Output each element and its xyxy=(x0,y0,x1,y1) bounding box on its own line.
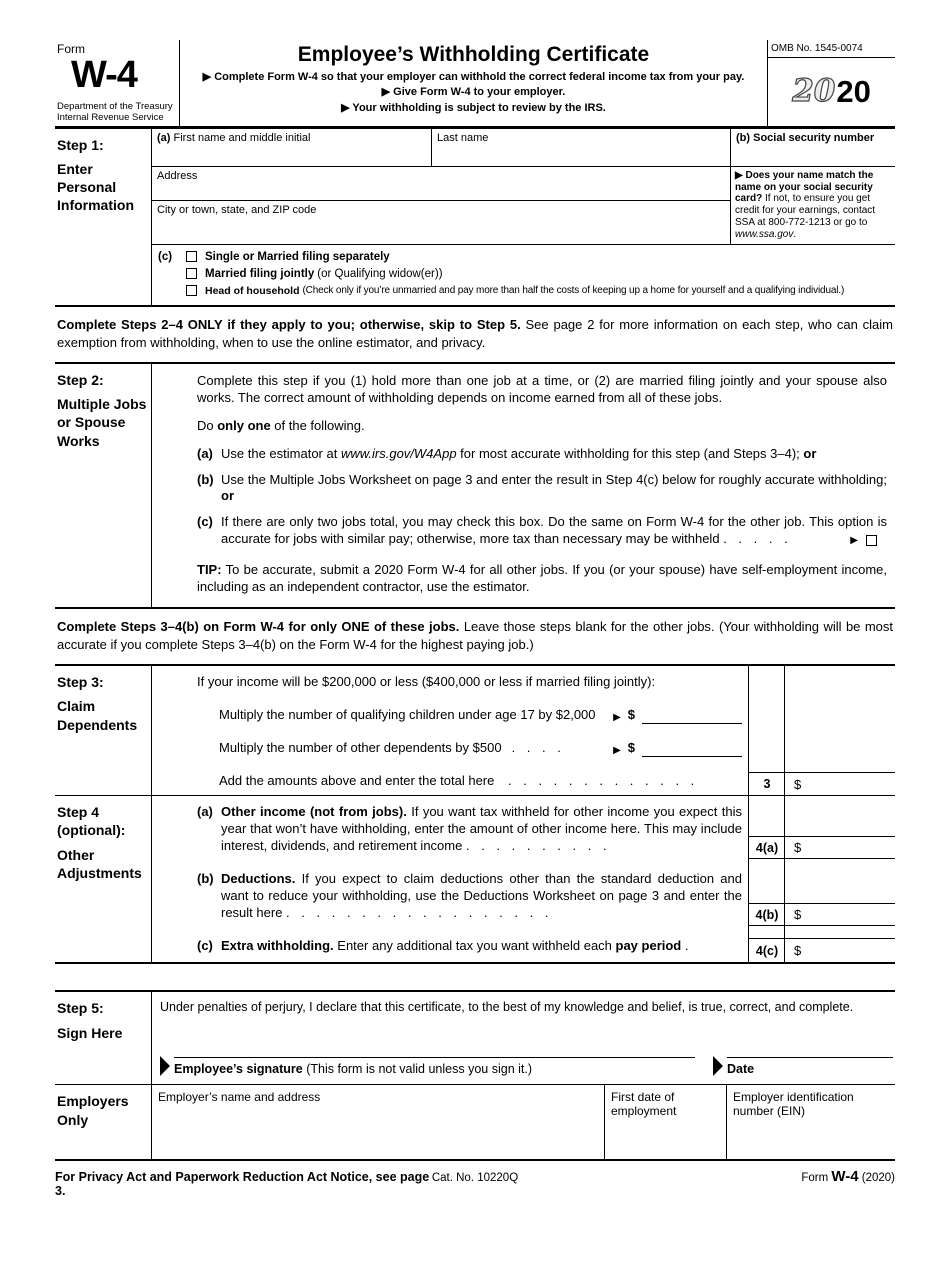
step2-option-c: (c) If there are only two jobs total, you may check this box. Do the same on Form W-4 for the other job. This option is accurate for jobs with similar pay; otherwise, more tax than necessary may be withheld . . . . . ▶ xyxy=(197,514,887,547)
row-4c-dollar-field[interactable]: $ xyxy=(794,943,802,959)
step2-tip: TIP: To be accurate, submit a 2020 Form W-4 for all other jobs. If you (or your spouse) have self-employment income, including as an independent contractor, use the estimator. xyxy=(197,562,887,594)
step3-label xyxy=(55,666,152,795)
address-field[interactable] xyxy=(152,167,730,200)
step1-label xyxy=(55,129,152,305)
single-checkbox[interactable] xyxy=(186,251,197,262)
ssa-note-text: If not, to ensure you get credit for your earnings, contact SSA at 800-772-1213 or go to xyxy=(735,193,876,228)
filing-status-group xyxy=(152,245,895,305)
notice2-rest: Leave those steps blank for the other jobs. (Your withholding will be most accurate if you complete Steps 3–4(b) on the Form W-4 for the highest paying job.) xyxy=(57,618,894,653)
step4-a-tag: (a) xyxy=(197,804,213,820)
step4c-paragraph: (c) Extra withholding. Enter any additional tax you want withheld each pay period . xyxy=(197,937,689,953)
filing-status-option-head-of-household xyxy=(186,285,891,297)
signature-arrow-icon xyxy=(160,1056,170,1076)
step2-intro: Complete this step if you (1) hold more than one job at a time, or (2) are married filing jointly and your spouse also works. The correct amount of withholding depends on income earned from all of these jobs. xyxy=(197,372,887,405)
row-3-amount-box xyxy=(749,772,895,795)
row-4b-dollar-field[interactable]: $ xyxy=(794,907,802,923)
step4a-paragraph: (a) Other income (not from jobs). If you want tax withheld for other income you expect this year that won’t have withholding, enter the amount of other income here. This may include interest, dividends, and retirement income . . . . . . . . . . xyxy=(197,804,742,853)
step4-section xyxy=(55,796,895,964)
signature-label: Employee’s signature xyxy=(174,1062,303,1077)
ssn-field[interactable] xyxy=(731,129,895,167)
step4-optional: (optional): xyxy=(57,822,126,839)
form-title-block xyxy=(180,40,767,126)
signature-note: (This form is not valid unless you sign it.) xyxy=(302,1062,532,1077)
two-jobs-checkbox[interactable] xyxy=(866,535,877,546)
form-footer xyxy=(55,1161,895,1198)
catalog-number: Cat. No. 10220Q xyxy=(431,1172,519,1185)
date-line[interactable] xyxy=(727,1036,893,1058)
ssn-label: (b) Social security number xyxy=(736,131,875,144)
first-date-employment-label: First date of employment xyxy=(611,1090,677,1119)
notice2-bold: Complete Steps 3–4(b) on Form W-4 for only ONE of these jobs. xyxy=(57,618,460,634)
service-line: Internal Revenue Service xyxy=(57,112,164,124)
step3-children-line: Multiply the number of qualifying children under age 17 by $2,000 ▶ $ xyxy=(219,707,742,724)
header-instruction-1: ▶ Complete Form W-4 so that your employer can withhold the correct federal income tax from your pay. xyxy=(202,71,745,83)
employers-only-label: Employers Only xyxy=(55,1085,152,1159)
estimator-link[interactable]: www.irs.gov/W4App xyxy=(340,445,457,461)
signature-block xyxy=(55,990,895,1161)
filing-status-tag: (c) xyxy=(158,250,173,263)
notice1-rest: See page 2 for more information on each step, who can claim exemption from withholding, when to use the online estimator, and privacy. xyxy=(57,316,893,350)
row-4c-number: 4(c) xyxy=(755,943,779,958)
first-date-employment-field[interactable] xyxy=(605,1085,727,1159)
step2-a-tag: (a) xyxy=(197,445,213,461)
ssa-gov-link[interactable]: www.ssa.gov xyxy=(735,228,794,240)
date-arrow-icon xyxy=(713,1056,723,1076)
step5-label xyxy=(55,992,152,1084)
last-name-label: Last name xyxy=(437,131,489,144)
step4-title: Other Adjustments xyxy=(57,846,142,881)
step2-c-tag: (c) xyxy=(197,514,213,530)
form-number: W-4 xyxy=(71,54,137,96)
step2-label xyxy=(55,364,152,607)
employee-signature-line[interactable] xyxy=(174,1036,695,1058)
perjury-statement: Under penalties of perjury, I declare that this certificate, to the best of my knowledge and belief, is true, correct, and complete. xyxy=(160,1000,854,1015)
filing-status-option-married-jointly xyxy=(186,268,891,280)
step2-option-b: (b) Use the Multiple Jobs Worksheet on page 3 and enter the result in Step 4(c) below for roughly accurate withholding; or xyxy=(197,471,887,504)
step5-number: Step 5: xyxy=(57,1000,104,1017)
step1-section xyxy=(55,129,895,307)
row-4a-amount-box xyxy=(749,836,895,859)
header-instruction-3: ▶ Your withholding is subject to review by the IRS. xyxy=(341,101,606,114)
ein-field[interactable] xyxy=(727,1085,895,1159)
header-instruction-2: ▶ Give Form W-4 to your employer. xyxy=(381,86,566,99)
ssa-name-match-note: ▶ Does your name match the name on your social security card? If not, to ensure you get credit for your earnings, contact SSA at 800-772-1213 or go to www.ssa.gov. xyxy=(735,169,876,240)
step3-number: Step 3: xyxy=(57,674,104,691)
row-4a-number: 4(a) xyxy=(755,840,779,855)
arrow-icon: ▶ xyxy=(850,535,858,547)
row-3-dollar-field[interactable]: $ xyxy=(794,776,802,792)
dependents-amount-blank[interactable] xyxy=(642,742,742,757)
step4b-paragraph: (b) Deductions. If you expect to claim deductions other than the standard deduction and want to reduce your withholding, use the Deductions Worksheet on page 3 and enter the result here . . . . . . . . . . . . . . . . . . xyxy=(197,870,742,920)
form-title: Employee’s Withholding Certificate xyxy=(297,43,650,66)
omb-number: OMB No. 1545-0074 xyxy=(768,40,895,58)
step4-label xyxy=(55,796,152,962)
city-label: City or town, state, and ZIP code xyxy=(157,203,317,216)
step2-option-a: (a) Use the estimator at www.irs.gov/W4App for most accurate withholding for this step (and Steps 3–4); or xyxy=(197,445,817,461)
row-4b-number: 4(b) xyxy=(755,907,779,922)
year-solid: 20 xyxy=(836,74,871,110)
first-name-tag: (a) xyxy=(157,131,171,144)
head-of-household-note: (Check only if you’re unmarried and pay more than half the costs of keeping up a home for yourself and a qualifying individual.) xyxy=(302,285,845,297)
ssa-note-bold: ▶ Does your name match the name on your social security card? xyxy=(735,169,874,205)
children-amount-blank[interactable] xyxy=(642,709,742,724)
form-word: Form xyxy=(57,42,85,56)
address-label: Address xyxy=(157,169,198,182)
footer-form-number: W-4 xyxy=(831,1168,859,1186)
form-header xyxy=(55,40,895,129)
form-id-block xyxy=(55,40,180,126)
step4-number: Step 4 xyxy=(57,804,100,821)
filing-status-option-single xyxy=(186,251,891,263)
step3-dependents-line: Multiply the number of other dependents by $500 . . . . ▶ $ xyxy=(219,740,742,757)
ein-label: Employer identification number (EIN) xyxy=(733,1090,854,1119)
head-of-household-label: Head of household xyxy=(205,284,300,297)
step4-c-tag: (c) xyxy=(197,937,213,953)
first-name-label: First name and middle initial xyxy=(173,131,311,144)
employer-name-address-field[interactable] xyxy=(152,1085,605,1159)
step2-do-only-one: Do only one of the following. xyxy=(197,417,365,433)
step3-section xyxy=(55,666,895,796)
step3-title: Claim Dependents xyxy=(57,698,138,733)
employer-name-address-label: Employer’s name and address xyxy=(158,1090,321,1105)
married-jointly-label: Married filing jointly xyxy=(205,267,315,280)
form-footer-id: Form W-4 (2020) xyxy=(801,1168,895,1186)
step3-intro: If your income will be $200,000 or less ($400,000 or less if married filing jointly): xyxy=(197,674,656,690)
step1-number: Step 1: xyxy=(57,136,104,153)
step4-b-tag: (b) xyxy=(197,870,214,886)
step3-total-line: Add the amounts above and enter the total here . . . . . . . . . . . . . xyxy=(219,772,695,788)
row-4b-amount-box xyxy=(749,903,895,926)
omb-year-block xyxy=(767,40,895,126)
single-label: Single or Married filing separately xyxy=(205,250,390,263)
step2-title: Multiple Jobs or Spouse Works xyxy=(57,396,147,449)
row-3-number: 3 xyxy=(763,777,771,792)
tax-year xyxy=(768,58,895,126)
last-name-field[interactable] xyxy=(432,129,730,166)
row-4c-amount-box xyxy=(749,938,895,962)
married-jointly-checkbox[interactable] xyxy=(186,268,197,279)
head-of-household-checkbox[interactable] xyxy=(186,285,197,296)
first-name-field[interactable] xyxy=(152,129,432,166)
step2-section xyxy=(55,364,895,609)
department-line: Department of the Treasury xyxy=(57,101,173,112)
step5-title: Sign Here xyxy=(57,1024,123,1041)
step2-number: Step 2: xyxy=(57,371,104,388)
arrow-icon: ▶ xyxy=(613,744,621,756)
employers-only-section xyxy=(55,1085,895,1159)
steps-3-4b-notice xyxy=(55,609,895,666)
step5-section xyxy=(55,992,895,1085)
step1-title: Enter Personal Information xyxy=(57,160,134,214)
privacy-act-notice: For Privacy Act and Paperwork Reduction Act Notice, see page 3. xyxy=(55,1170,430,1199)
w4-form xyxy=(55,40,895,1198)
arrow-icon: ▶ xyxy=(613,712,621,723)
married-jointly-note: (or Qualifying widow(er)) xyxy=(317,267,443,280)
date-label: Date xyxy=(727,1062,755,1077)
notice1-bold: Complete Steps 2–4 ONLY if they apply to you; otherwise, skip to Step 5. xyxy=(57,316,521,332)
row-4a-dollar-field[interactable]: $ xyxy=(794,840,802,856)
city-state-zip-field[interactable] xyxy=(152,201,730,241)
steps-2-4-notice xyxy=(55,307,895,364)
step2-b-tag: (b) xyxy=(197,471,214,487)
year-outline: 20 xyxy=(792,73,836,110)
